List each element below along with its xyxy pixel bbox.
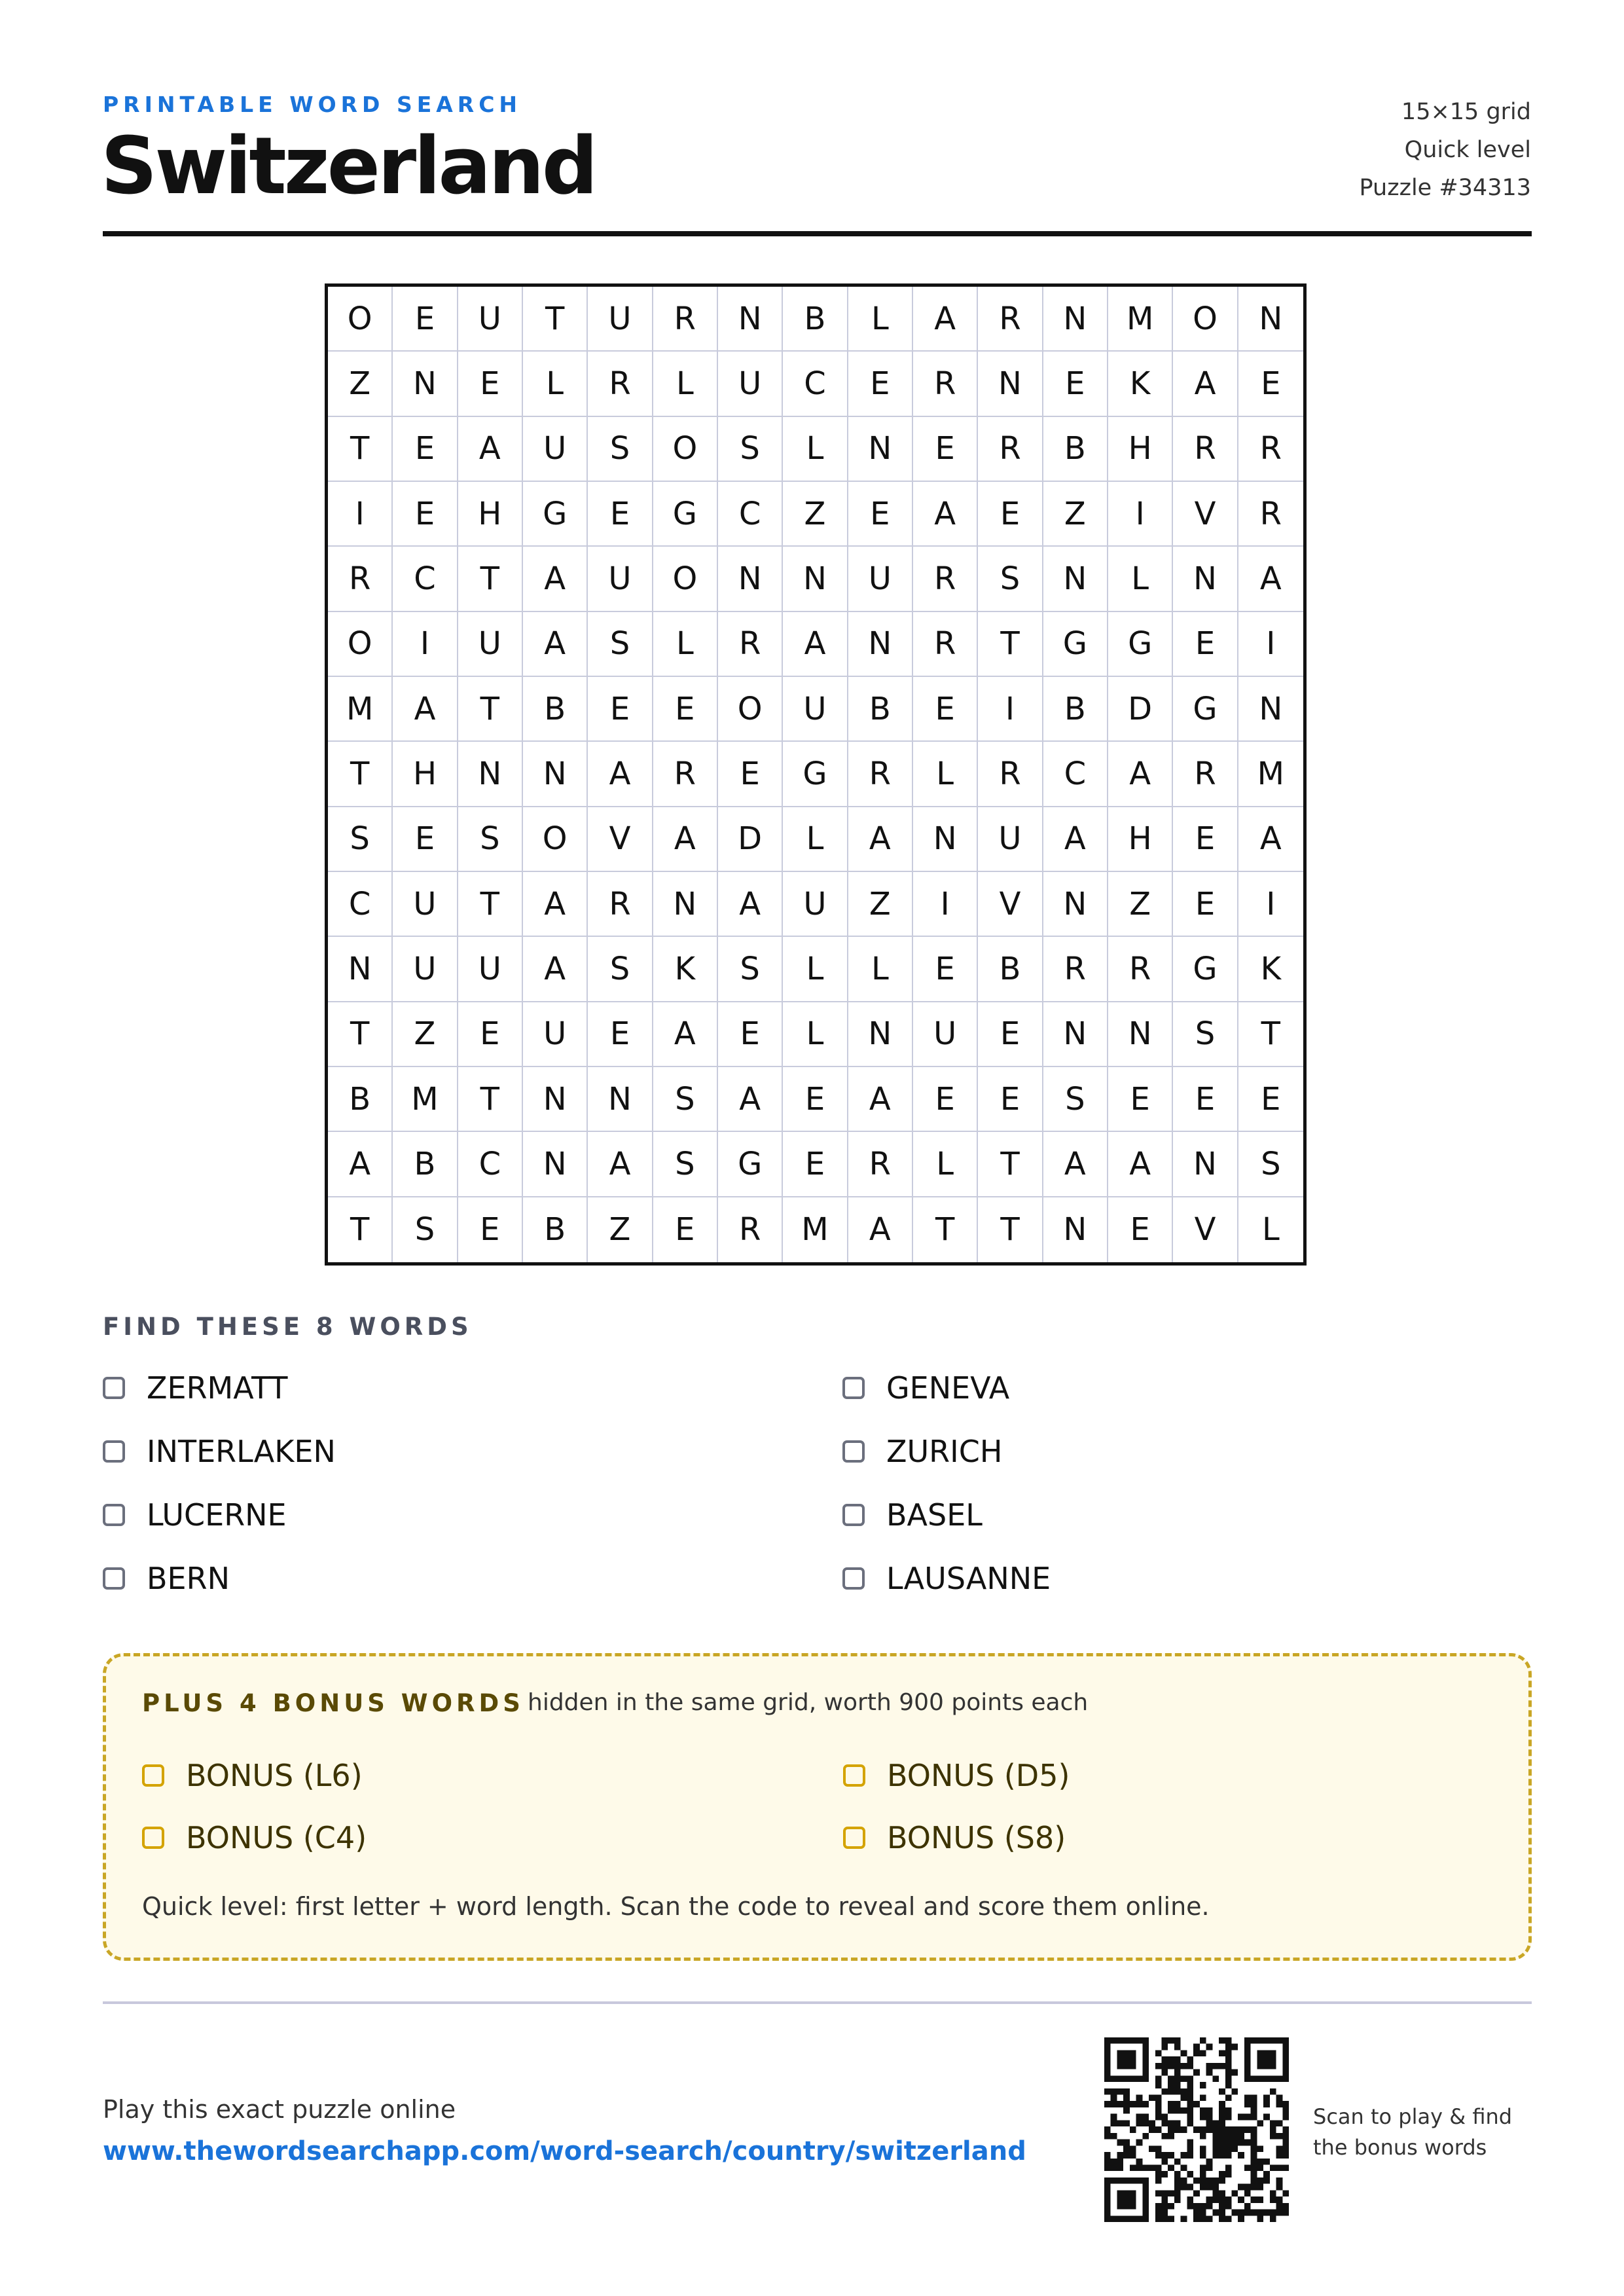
grid-cell[interactable]: S: [588, 417, 653, 482]
grid-cell[interactable]: U: [783, 677, 848, 742]
grid-cell[interactable]: K: [1108, 352, 1173, 416]
grid-cell[interactable]: R: [588, 872, 653, 937]
grid-cell[interactable]: R: [848, 742, 913, 807]
grid-cell[interactable]: H: [458, 482, 523, 547]
grid-cell[interactable]: U: [393, 872, 458, 937]
grid-cell[interactable]: E: [588, 482, 653, 547]
grid-cell[interactable]: N: [1043, 872, 1108, 937]
grid-cell[interactable]: S: [328, 807, 393, 872]
page-title: Switzerland: [101, 121, 596, 212]
grid-cell[interactable]: Z: [393, 1002, 458, 1067]
grid-cell[interactable]: V: [1173, 482, 1238, 547]
grid-cell[interactable]: E: [978, 482, 1043, 547]
word-label: BASEL: [886, 1497, 983, 1533]
grid-cell[interactable]: E: [458, 352, 523, 416]
grid-cell[interactable]: G: [1173, 937, 1238, 1002]
grid-cell[interactable]: V: [588, 807, 653, 872]
grid-cell[interactable]: U: [393, 937, 458, 1002]
grid-cell[interactable]: B: [978, 937, 1043, 1002]
grid-cell[interactable]: E: [1043, 352, 1108, 416]
checkbox-icon[interactable]: [842, 1377, 865, 1399]
grid-cell[interactable]: R: [653, 742, 718, 807]
grid-cell[interactable]: N: [458, 742, 523, 807]
grid-cell[interactable]: R: [913, 612, 978, 677]
grid-cell[interactable]: A: [1108, 742, 1173, 807]
grid-cell[interactable]: R: [718, 612, 783, 677]
grid-cell[interactable]: U: [523, 417, 588, 482]
grid-cell[interactable]: S: [1043, 1067, 1108, 1132]
grid-cell[interactable]: U: [978, 807, 1043, 872]
grid-cell[interactable]: U: [458, 937, 523, 1002]
bonus-subtitle: hidden in the same grid, worth 900 points each: [528, 1689, 1089, 1716]
grid-cell[interactable]: N: [848, 612, 913, 677]
grid-cell[interactable]: E: [1173, 1067, 1238, 1132]
grid-cell[interactable]: S: [1238, 1132, 1303, 1197]
grid-cell[interactable]: N: [783, 547, 848, 611]
grid-cell[interactable]: K: [653, 937, 718, 1002]
grid-cell[interactable]: L: [1108, 547, 1173, 611]
grid-cell[interactable]: T: [913, 1197, 978, 1262]
grid-cell[interactable]: E: [913, 1067, 978, 1132]
grid-cell[interactable]: E: [393, 482, 458, 547]
grid-cell[interactable]: E: [913, 417, 978, 482]
grid-cell[interactable]: E: [1108, 1067, 1173, 1132]
checkbox-icon[interactable]: [843, 1764, 865, 1787]
qr-code-icon[interactable]: [1104, 2037, 1289, 2222]
footer-divider: [103, 2001, 1532, 2004]
grid-cell[interactable]: L: [913, 742, 978, 807]
grid-cell[interactable]: V: [1173, 1197, 1238, 1262]
grid-cell[interactable]: E: [978, 1002, 1043, 1067]
grid-cell[interactable]: A: [1238, 807, 1303, 872]
word-label: GENEVA: [886, 1370, 1010, 1406]
bonus-heading: PLUS 4 BONUS WORDS: [142, 1689, 524, 1717]
grid-cell[interactable]: O: [328, 612, 393, 677]
letter-grid: [325, 283, 1307, 1266]
checkbox-icon[interactable]: [142, 1827, 164, 1849]
grid-cell[interactable]: S: [718, 937, 783, 1002]
grid-cell[interactable]: T: [978, 612, 1043, 677]
grid-cell[interactable]: M: [328, 677, 393, 742]
grid-cell[interactable]: S: [588, 612, 653, 677]
word-item[interactable]: [842, 1432, 1002, 1471]
grid-cell[interactable]: K: [1238, 937, 1303, 1002]
grid-cell[interactable]: T: [328, 417, 393, 482]
grid-cell[interactable]: V: [978, 872, 1043, 937]
grid-cell[interactable]: G: [1108, 612, 1173, 677]
word-item[interactable]: [842, 1559, 1051, 1598]
grid-cell[interactable]: A: [848, 1067, 913, 1132]
grid-cell[interactable]: A: [1043, 807, 1108, 872]
grid-cell[interactable]: R: [1238, 417, 1303, 482]
grid-cell[interactable]: E: [783, 1067, 848, 1132]
word-item[interactable]: [842, 1368, 1009, 1408]
grid-cell[interactable]: S: [978, 547, 1043, 611]
grid-cell[interactable]: N: [523, 1067, 588, 1132]
grid-cell[interactable]: M: [1108, 287, 1173, 352]
checkbox-icon[interactable]: [103, 1440, 125, 1463]
grid-cell[interactable]: I: [913, 872, 978, 937]
grid-cell[interactable]: E: [913, 677, 978, 742]
grid-cell[interactable]: R: [978, 742, 1043, 807]
grid-cell[interactable]: N: [1043, 287, 1108, 352]
grid-cell[interactable]: T: [978, 1132, 1043, 1197]
grid-cell[interactable]: A: [1108, 1132, 1173, 1197]
grid-cell[interactable]: A: [913, 287, 978, 352]
grid-cell[interactable]: N: [1108, 1002, 1173, 1067]
grid-cell[interactable]: O: [653, 547, 718, 611]
bonus-item[interactable]: [843, 1756, 1070, 1795]
grid-cell[interactable]: A: [1173, 352, 1238, 416]
grid-cell[interactable]: Z: [1108, 872, 1173, 937]
checkbox-icon[interactable]: [103, 1567, 125, 1590]
grid-cell[interactable]: N: [653, 872, 718, 937]
word-item[interactable]: [103, 1368, 288, 1408]
grid-cell[interactable]: G: [783, 742, 848, 807]
grid-cell[interactable]: T: [328, 742, 393, 807]
grid-cell[interactable]: E: [1238, 352, 1303, 416]
grid-cell[interactable]: L: [783, 417, 848, 482]
grid-cell[interactable]: T: [458, 547, 523, 611]
puzzle-meta: [1360, 93, 1531, 207]
word-item[interactable]: [842, 1495, 983, 1535]
grid-cell[interactable]: A: [393, 677, 458, 742]
grid-cell[interactable]: H: [393, 742, 458, 807]
grid-cell[interactable]: A: [718, 1067, 783, 1132]
grid-cell[interactable]: H: [1108, 807, 1173, 872]
grid-cell[interactable]: E: [1238, 1067, 1303, 1132]
grid-cell[interactable]: N: [1238, 677, 1303, 742]
grid-cell[interactable]: G: [1043, 612, 1108, 677]
word-item[interactable]: [103, 1559, 230, 1598]
grid-cell[interactable]: E: [1173, 612, 1238, 677]
grid-cell[interactable]: O: [328, 287, 393, 352]
grid-cell[interactable]: B: [523, 1197, 588, 1262]
checkbox-icon[interactable]: [842, 1504, 865, 1526]
grid-cell[interactable]: A: [783, 612, 848, 677]
grid-cell[interactable]: E: [653, 1197, 718, 1262]
grid-cell[interactable]: E: [458, 1197, 523, 1262]
grid-cell[interactable]: N: [1043, 1197, 1108, 1262]
scan-text: [1313, 2102, 1512, 2163]
checkbox-icon[interactable]: [142, 1764, 164, 1787]
bonus-label: BONUS (D5): [887, 1758, 1070, 1793]
grid-cell[interactable]: E: [718, 1002, 783, 1067]
grid-cell[interactable]: T: [523, 287, 588, 352]
grid-cell[interactable]: L: [848, 937, 913, 1002]
word-label: LAUSANNE: [886, 1561, 1051, 1596]
bonus-label: BONUS (C4): [186, 1820, 367, 1855]
grid-cell[interactable]: T: [458, 872, 523, 937]
grid-cell[interactable]: E: [393, 287, 458, 352]
grid-cell[interactable]: N: [1173, 547, 1238, 611]
grid-cell[interactable]: Z: [588, 1197, 653, 1262]
grid-cell[interactable]: R: [653, 287, 718, 352]
eyebrow-label: PRINTABLE WORD SEARCH: [103, 92, 522, 117]
grid-cell[interactable]: N: [523, 742, 588, 807]
grid-cell[interactable]: S: [718, 417, 783, 482]
grid-cell[interactable]: T: [328, 1197, 393, 1262]
grid-cell[interactable]: R: [1043, 937, 1108, 1002]
word-label: ZERMATT: [147, 1370, 288, 1406]
grid-cell[interactable]: L: [783, 807, 848, 872]
word-label: ZURICH: [886, 1434, 1003, 1469]
grid-cell[interactable]: S: [653, 1132, 718, 1197]
bonus-label: BONUS (S8): [887, 1820, 1066, 1855]
bonus-note: Quick level: first letter + word length. Scan the code to reveal and score them online.: [142, 1892, 1210, 1921]
grid-size-label: 15×15 grid: [1401, 99, 1531, 125]
grid-cell[interactable]: Z: [848, 872, 913, 937]
grid-cell[interactable]: B: [848, 677, 913, 742]
grid-cell[interactable]: E: [393, 417, 458, 482]
puzzle-id-label: Puzzle #34313: [1359, 175, 1531, 201]
checkbox-icon[interactable]: [103, 1504, 125, 1526]
grid-cell[interactable]: L: [783, 937, 848, 1002]
grid-cell[interactable]: N: [848, 1002, 913, 1067]
word-label: INTERLAKEN: [147, 1434, 336, 1469]
grid-cell[interactable]: B: [783, 287, 848, 352]
grid-cell[interactable]: E: [588, 677, 653, 742]
grid-cell[interactable]: T: [328, 1002, 393, 1067]
grid-cell[interactable]: S: [588, 937, 653, 1002]
grid-cell[interactable]: I: [328, 482, 393, 547]
grid-cell[interactable]: G: [653, 482, 718, 547]
grid-cell[interactable]: L: [1261, 1211, 1280, 1248]
grid-cell[interactable]: U: [718, 352, 783, 416]
grid-cell[interactable]: U: [458, 612, 523, 677]
word-item[interactable]: [103, 1495, 287, 1535]
grid-cell[interactable]: E: [653, 677, 718, 742]
word-item[interactable]: [103, 1432, 336, 1471]
grid-cell[interactable]: N: [718, 287, 783, 352]
grid-cell[interactable]: A: [1043, 1132, 1108, 1197]
checkbox-icon[interactable]: [842, 1567, 865, 1590]
scan-line-1: Scan to play & find: [1313, 2104, 1513, 2129]
grid-cell[interactable]: R: [848, 1132, 913, 1197]
grid-cell[interactable]: O: [1173, 287, 1238, 352]
grid-cell[interactable]: T: [1238, 1002, 1303, 1067]
grid-cell[interactable]: E: [783, 1132, 848, 1197]
grid-cell[interactable]: R: [718, 1197, 783, 1262]
grid-cell[interactable]: A: [718, 872, 783, 937]
grid-cell[interactable]: U: [458, 287, 523, 352]
grid-cell[interactable]: R: [913, 547, 978, 611]
grid-cell[interactable]: R: [1238, 482, 1303, 547]
scan-line-2: the bonus words: [1313, 2135, 1487, 2160]
grid-cell[interactable]: O: [653, 417, 718, 482]
grid-cell[interactable]: E: [458, 1002, 523, 1067]
grid-cell[interactable]: E: [848, 482, 913, 547]
play-label: Play this exact puzzle online: [103, 2095, 456, 2124]
grid-cell[interactable]: N: [913, 807, 978, 872]
word-label: LUCERNE: [147, 1497, 287, 1533]
grid-cell[interactable]: A: [848, 1197, 913, 1262]
grid-cell[interactable]: B: [1043, 677, 1108, 742]
grid-cell[interactable]: R: [913, 352, 978, 416]
grid-cell[interactable]: A: [523, 872, 588, 937]
grid-cell[interactable]: B: [523, 677, 588, 742]
grid-cell[interactable]: G: [1173, 677, 1238, 742]
grid-cell[interactable]: S: [393, 1197, 458, 1262]
grid-cell[interactable]: U: [588, 547, 653, 611]
grid-cell[interactable]: C: [718, 482, 783, 547]
grid-cell[interactable]: T: [978, 1197, 1043, 1262]
grid-cell[interactable]: R: [1173, 417, 1238, 482]
grid-cell[interactable]: I: [393, 612, 458, 677]
grid-cell[interactable]: A: [523, 612, 588, 677]
grid-cell[interactable]: E: [588, 1002, 653, 1067]
grid-cell[interactable]: C: [328, 872, 393, 937]
grid-cell[interactable]: N: [1238, 287, 1303, 352]
grid-cell[interactable]: I: [1238, 872, 1303, 937]
grid-cell[interactable]: Z: [1043, 482, 1108, 547]
grid-cell[interactable]: L: [523, 352, 588, 416]
grid-cell[interactable]: E: [718, 742, 783, 807]
grid-cell[interactable]: D: [718, 807, 783, 872]
level-label: Quick level: [1404, 137, 1531, 163]
grid-cell[interactable]: N: [1173, 1132, 1238, 1197]
grid-cell[interactable]: N: [848, 417, 913, 482]
grid-cell[interactable]: N: [978, 352, 1043, 416]
grid-cell[interactable]: A: [328, 1132, 393, 1197]
grid-cell[interactable]: I: [978, 677, 1043, 742]
grid-cell[interactable]: B: [328, 1067, 393, 1132]
grid-cell[interactable]: U: [783, 872, 848, 937]
grid-cell[interactable]: E: [913, 937, 978, 1002]
bonus-item[interactable]: [142, 1818, 367, 1857]
grid-cell[interactable]: E: [1173, 807, 1238, 872]
grid-cell[interactable]: A: [913, 482, 978, 547]
grid-cell[interactable]: M: [1238, 742, 1303, 807]
grid-cell[interactable]: S: [1173, 1002, 1238, 1067]
grid-cell[interactable]: I: [1108, 482, 1173, 547]
header-divider: [103, 231, 1532, 236]
grid-cell[interactable]: E: [848, 352, 913, 416]
grid-cell[interactable]: E: [1108, 1197, 1173, 1262]
grid-cell[interactable]: R: [588, 352, 653, 416]
checkbox-icon[interactable]: [103, 1377, 125, 1399]
grid-cell[interactable]: L: [783, 1002, 848, 1067]
grid-cell[interactable]: Z: [328, 352, 393, 416]
grid-cell[interactable]: C: [393, 547, 458, 611]
grid-cell[interactable]: B: [393, 1132, 458, 1197]
grid-cell[interactable]: A: [653, 1002, 718, 1067]
grid-cell[interactable]: N: [393, 352, 458, 416]
bonus-label: BONUS (L6): [186, 1758, 363, 1793]
grid-cell[interactable]: N: [1043, 547, 1108, 611]
grid-cell[interactable]: U: [588, 287, 653, 352]
checkbox-icon[interactable]: [843, 1827, 865, 1849]
grid-cell[interactable]: R: [328, 547, 393, 611]
grid-cell[interactable]: N: [1043, 1002, 1108, 1067]
play-url-link[interactable]: www.thewordsearchapp.com/word-search/country/switzerland: [103, 2136, 1026, 2166]
grid-cell[interactable]: I: [1238, 612, 1303, 677]
grid-cell[interactable]: B: [1043, 417, 1108, 482]
grid-cell[interactable]: C: [1043, 742, 1108, 807]
grid-cell[interactable]: L: [848, 287, 913, 352]
grid-cell[interactable]: N: [523, 1132, 588, 1197]
grid-cell[interactable]: N: [588, 1067, 653, 1132]
grid-cell[interactable]: S: [653, 1067, 718, 1132]
grid-cell[interactable]: U: [523, 1002, 588, 1067]
grid-cell[interactable]: A: [848, 807, 913, 872]
checkbox-icon[interactable]: [842, 1440, 865, 1463]
grid-cell[interactable]: G: [718, 1132, 783, 1197]
grid-cell[interactable]: N: [718, 547, 783, 611]
grid-cell[interactable]: T: [458, 1067, 523, 1132]
grid-cell[interactable]: M: [393, 1067, 458, 1132]
grid-cell[interactable]: R: [978, 417, 1043, 482]
grid-cell[interactable]: M: [783, 1197, 848, 1262]
grid-cell[interactable]: H: [1108, 417, 1173, 482]
bonus-item[interactable]: [843, 1818, 1066, 1857]
grid-cell[interactable]: R: [1173, 742, 1238, 807]
grid-cell[interactable]: T: [458, 677, 523, 742]
grid-cell[interactable]: A: [653, 807, 718, 872]
grid-cell[interactable]: G: [523, 482, 588, 547]
grid-cell[interactable]: A: [588, 742, 653, 807]
grid-cell[interactable]: E: [393, 807, 458, 872]
grid-cell[interactable]: R: [1108, 937, 1173, 1002]
grid-cell[interactable]: A: [523, 937, 588, 1002]
grid-cell[interactable]: C: [458, 1132, 523, 1197]
grid-cell[interactable]: A: [1238, 547, 1303, 611]
grid-cell[interactable]: O: [523, 807, 588, 872]
grid-cell[interactable]: Z: [783, 482, 848, 547]
grid-cell[interactable]: D: [1108, 677, 1173, 742]
grid-cell[interactable]: L: [913, 1132, 978, 1197]
grid-cell[interactable]: A: [523, 547, 588, 611]
bonus-item[interactable]: [142, 1756, 363, 1795]
grid-cell[interactable]: E: [978, 1067, 1043, 1132]
word-label: BERN: [147, 1561, 230, 1596]
find-heading: FIND THESE 8 WORDS: [103, 1313, 473, 1341]
grid-cell[interactable]: S: [458, 807, 523, 872]
grid-cell[interactable]: C: [783, 352, 848, 416]
grid-cell[interactable]: A: [588, 1132, 653, 1197]
grid-cell[interactable]: E: [1173, 872, 1238, 937]
grid-cell[interactable]: L: [653, 612, 718, 677]
grid-cell[interactable]: U: [913, 1002, 978, 1067]
grid-cell[interactable]: R: [978, 287, 1043, 352]
grid-cell[interactable]: O: [718, 677, 783, 742]
grid-cell[interactable]: L: [653, 352, 718, 416]
grid-cell[interactable]: A: [458, 417, 523, 482]
grid-cell[interactable]: N: [328, 937, 393, 1002]
grid-cell[interactable]: U: [848, 547, 913, 611]
